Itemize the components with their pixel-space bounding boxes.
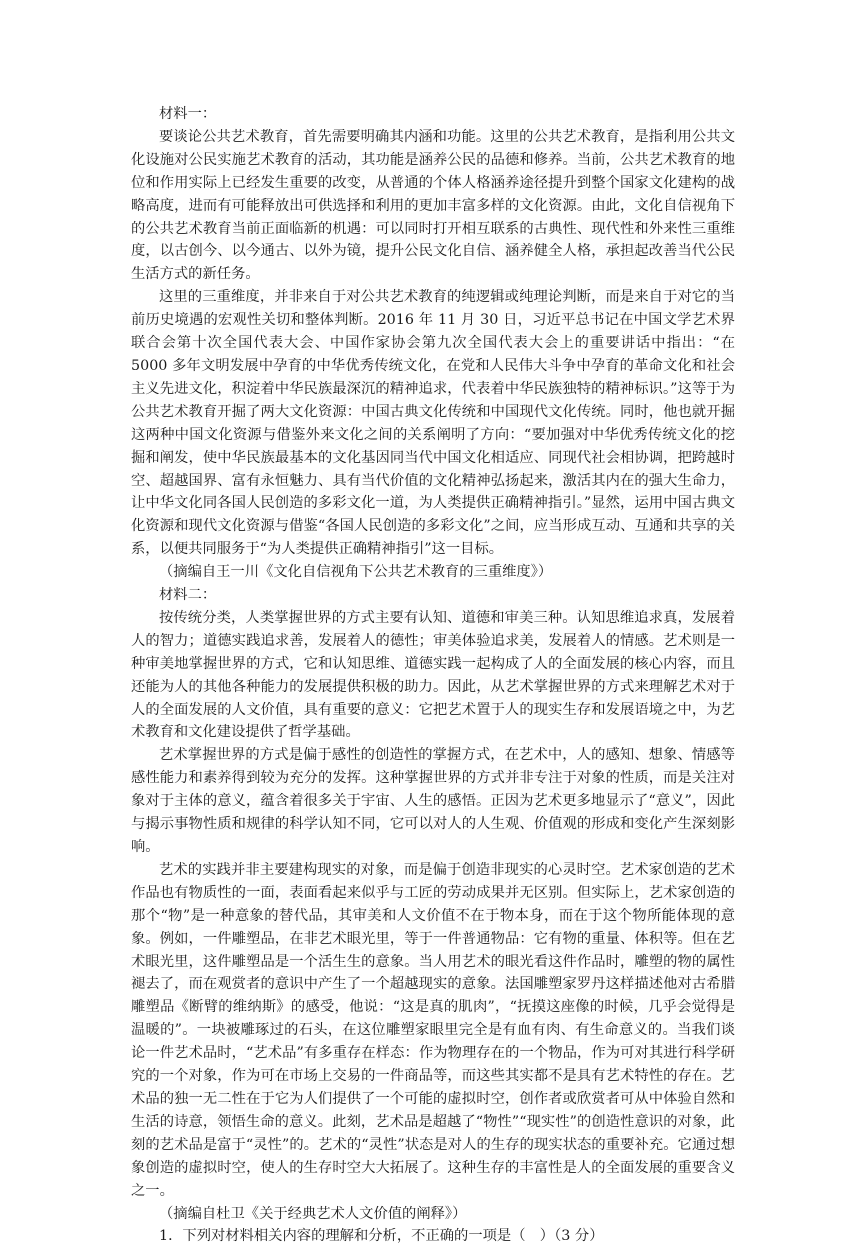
material1-paragraph-2: 这里的三重维度，并非来自于对公共艺术教育的纯逻辑或纯理论判断，而是来自于对它的当前历史境遇的宏观性关切和整体判断。2016 年 11 月 30 日，习近平总书记在中国文学艺术界联合会第十次全国代表大会、中国作家协会第九次全国代表大会上的重要讲话中指出：“在 5000 多年文明发展中孕育的中华优秀传统文化，在党和人民伟大斗争中孕育的革命文化和社会主义先进文化，积淀着中华民族最深沉的精神追求，代表着中华民族独特的精神标识。”这等于为公共艺术教育开掘了两大文化资源：中国古典文化传统和中国现代文化传统。同时，他也就开掘这两种中国文化资源与借鉴外来文化之间的关系阐明了方向：“要加强对中华优秀传统文化的挖掘和阐发，使中华民族最基本的文化基因同当代中国文化相适应、同现代社会相协调，把跨越时空、超越国界、富有永恒魅力、具有当代价值的文化精神弘扬起来，激活其内在的强大生命力，让中华文化同各国人民创造的多彩文化一道，为人类提供正确精神指引。”显然，运用中国古典文化资源和现代文化资源与借鉴“各国人民创造的多彩文化”之间，应当形成互动、互通和共享的关系，以便共同服务于“为人类提供正确精神指引”这一目标。 <box>131 289 735 558</box>
material2-paragraph-3: 艺术的实践并非主要建构现实的对象，而是偏于创造非现实的心灵时空。艺术家创造的艺术作品也有物质性的一面，表面看起来似乎与工匠的劳动成果并无区别。但实际上，艺术家创造的那个“物”是一种意象的替代品，其审美和人文价值不在于物本身，而在于这个物所能体现的意象。例如，一件雕塑品，在非艺术眼光里，等于一件普通物品：它有物的重量、体积等。但在艺术眼光里，这件雕塑品是一个活生生的意象。当人用艺术的眼光看这件作品时，雕塑的物的属性褪去了，而在观赏者的意识中产生了一个超越现实的意象。法国雕塑家罗丹这样描述他对古希腊雕塑品《断臂的维纳斯》的感受，他说：“这是真的肌肉”，“抚摸这座像的时候，几乎会觉得是温暖的”。一块被雕琢过的石头，在这位雕塑家眼里完全是有血有肉、有生命意义的。当我们谈论一件艺术品时，“艺术品”有多重存在样态：作为物理存在的一个物品，作为可对其进行科学研究的一个对象，作为可在市场上交易的一件商品等，而这些其实都不是具有艺术特性的存在。艺术品的独一无二性在于它为人们提供了一个可能的虚拟时空，创作者或欣赏者可从中体验自然和生活的诗意，领悟生命的意义。此刻，艺术品是超越了“物性”“现实性”的创造性意识的对象，此刻的艺术品是富于“灵性”的。艺术的“灵性”状态是对人的生存的现实状态的重要补充。它通过想象创造的虚拟时空，使人的生存时空大大拓展了。这种生存的丰富性是人的全面发展的重要含义之一。 <box>131 861 735 1199</box>
document-body <box>131 103 735 1248</box>
material2-heading: 材料二： <box>159 587 217 604</box>
material2-source: （摘编自杜卫《关于经典艺术人文价值的阐释》） <box>159 1205 467 1222</box>
question-1: 1．下列对材料相关内容的理解和分析，不正确的一项是（ ）（3 分） <box>159 1228 604 1245</box>
material1-heading: 材料一： <box>159 106 217 122</box>
material2-paragraph-1: 按传统分类，人类掌握世界的方式主要有认知、道德和审美三种。认知思维追求真，发展着人的智力；道德实践追求善，发展着人的德性；审美体验追求美，发展着人的情感。艺术则是一种审美地掌握世界的方式，它和认知思维、道德实践一起构成了人的全面发展的核心内容，而且还能为人的其他各种能力的发展提供积极的助力。因此，从艺术掌握世界的方式来理解艺术对于人的全面发展的人文价值，具有重要的意义：它把艺术置于人的现实生存和发展语境之中，为艺术教育和文化建设提供了哲学基础。 <box>131 609 735 741</box>
material1-source: （摘编自王一川《文化自信视角下公共艺术教育的三重维度》） <box>159 564 553 581</box>
material1-paragraph-1: 要谈论公共艺术教育，首先需要明确其内涵和功能。这里的公共艺术教育，是指利用公共文化设施对公民实施艺术教育的活动，其功能是涵养公民的品德和修养。当前，公共艺术教育的地位和作用实际上已经发生重要的改变，从普通的个体人格涵养途径提升到整个国家文化建构的战略高度，进而有可能释放出可供选择和利用的更加丰富多样的文化资源。由此，文化自信视角下的公共艺术教育当前正面临新的机遇：可以同时打开相互联系的古典性、现代性和外来性三重维度，以古创今、以今通古、以外为镜，提升公民文化自信、涵养健全人格，承担起改善当代公民生活方式的新任务。 <box>131 128 735 283</box>
material2-paragraph-2: 艺术掌握世界的方式是偏于感性的创造性的掌握方式，在艺术中，人的感知、想象、情感等感性能力和素养得到较为充分的发挥。这种掌握世界的方式并非专注于对象的性质，而是关注对象对于主体的意义，蕴含着很多关于宇宙、人生的感悟。正因为艺术更多地显示了“意义”，因此与揭示事物性质和规律的科学认知不同，它可以对人的人生观、价值观的形成和变化产生深刻影响。 <box>131 747 735 855</box>
